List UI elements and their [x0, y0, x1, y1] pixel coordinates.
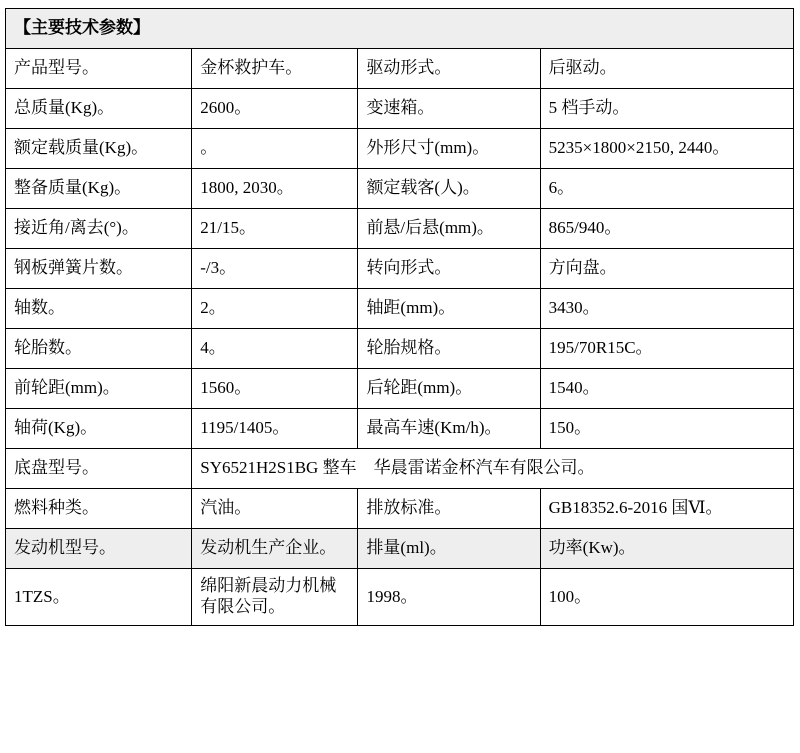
table-row	[6, 169, 794, 209]
cell-value: 865/940。	[540, 209, 793, 249]
table-row	[6, 369, 794, 409]
cell-label: 最高车速(Km/h)。	[358, 409, 540, 449]
table-row	[6, 249, 794, 289]
cell-value: 1800, 2030。	[192, 169, 358, 209]
cell-label: 功率(Kw)。	[540, 529, 793, 569]
cell-value: 6。	[540, 169, 793, 209]
cell-label: 接近角/离去(°)。	[6, 209, 192, 249]
cell-label: 前轮距(mm)。	[6, 369, 192, 409]
table-row	[6, 329, 794, 369]
table-row	[6, 49, 794, 89]
cell-value: 100。	[540, 569, 793, 626]
cell-value: 绵阳新晨动力机械 有限公司。	[192, 569, 358, 626]
cell-value: 1TZS。	[6, 569, 192, 626]
cell-value: 2。	[192, 289, 358, 329]
cell-value: 4。	[192, 329, 358, 369]
cell-value: 3430。	[540, 289, 793, 329]
cell-value: 150。	[540, 409, 793, 449]
table-row	[6, 89, 794, 129]
cell-label: 整备质量(Kg)。	[6, 169, 192, 209]
fuel-row	[6, 489, 794, 529]
table-row	[6, 129, 794, 169]
cell-label: 排放标准。	[358, 489, 540, 529]
cell-value: 。	[192, 129, 358, 169]
top-margin	[0, 0, 800, 8]
cell-value: 方向盘。	[540, 249, 793, 289]
cell-value: GB18352.6-2016 国Ⅵ。	[540, 489, 793, 529]
cell-value: 195/70R15C。	[540, 329, 793, 369]
cell-label: 钢板弹簧片数。	[6, 249, 192, 289]
cell-label: 轮胎数。	[6, 329, 192, 369]
cell-label: 发动机生产企业。	[192, 529, 358, 569]
table-row	[6, 289, 794, 329]
cell-label: 转向形式。	[358, 249, 540, 289]
cell-label: 后轮距(mm)。	[358, 369, 540, 409]
table-title: 【主要技术参数】	[6, 9, 794, 49]
cell-value: 1540。	[540, 369, 793, 409]
cell-value: 5 档手动。	[540, 89, 793, 129]
spec-table	[5, 8, 794, 626]
cell-label: 燃料种类。	[6, 489, 192, 529]
cell-label: 前悬/后悬(mm)。	[358, 209, 540, 249]
engine-values-row	[6, 569, 794, 626]
cell-label: 轴数。	[6, 289, 192, 329]
cell-label: 变速箱。	[358, 89, 540, 129]
cell-label: 驱动形式。	[358, 49, 540, 89]
cell-label: 排量(ml)。	[358, 529, 540, 569]
chassis-value: SY6521H2S1BG 整车 华晨雷诺金杯汽车有限公司。	[192, 449, 794, 489]
cell-label: 总质量(Kg)。	[6, 89, 192, 129]
cell-value: 1998。	[358, 569, 540, 626]
cell-label: 产品型号。	[6, 49, 192, 89]
table-title-row	[6, 9, 794, 49]
table-row	[6, 209, 794, 249]
cell-label: 轴距(mm)。	[358, 289, 540, 329]
cell-label: 外形尺寸(mm)。	[358, 129, 540, 169]
cell-value: 后驱动。	[540, 49, 793, 89]
cell-label: 发动机型号。	[6, 529, 192, 569]
cell-label: 轴荷(Kg)。	[6, 409, 192, 449]
cell-value: -/3。	[192, 249, 358, 289]
cell-value: 汽油。	[192, 489, 358, 529]
cell-label: 轮胎规格。	[358, 329, 540, 369]
cell-value: 金杯救护车。	[192, 49, 358, 89]
chassis-row	[6, 449, 794, 489]
cell-label: 额定载客(人)。	[358, 169, 540, 209]
cell-value: 1560。	[192, 369, 358, 409]
cell-value: 21/15。	[192, 209, 358, 249]
cell-value: 1195/1405。	[192, 409, 358, 449]
engine-header-row	[6, 529, 794, 569]
table-row	[6, 409, 794, 449]
cell-value: 5235×1800×2150, 2440。	[540, 129, 793, 169]
chassis-label: 底盘型号。	[6, 449, 192, 489]
cell-value: 2600。	[192, 89, 358, 129]
cell-label: 额定载质量(Kg)。	[6, 129, 192, 169]
